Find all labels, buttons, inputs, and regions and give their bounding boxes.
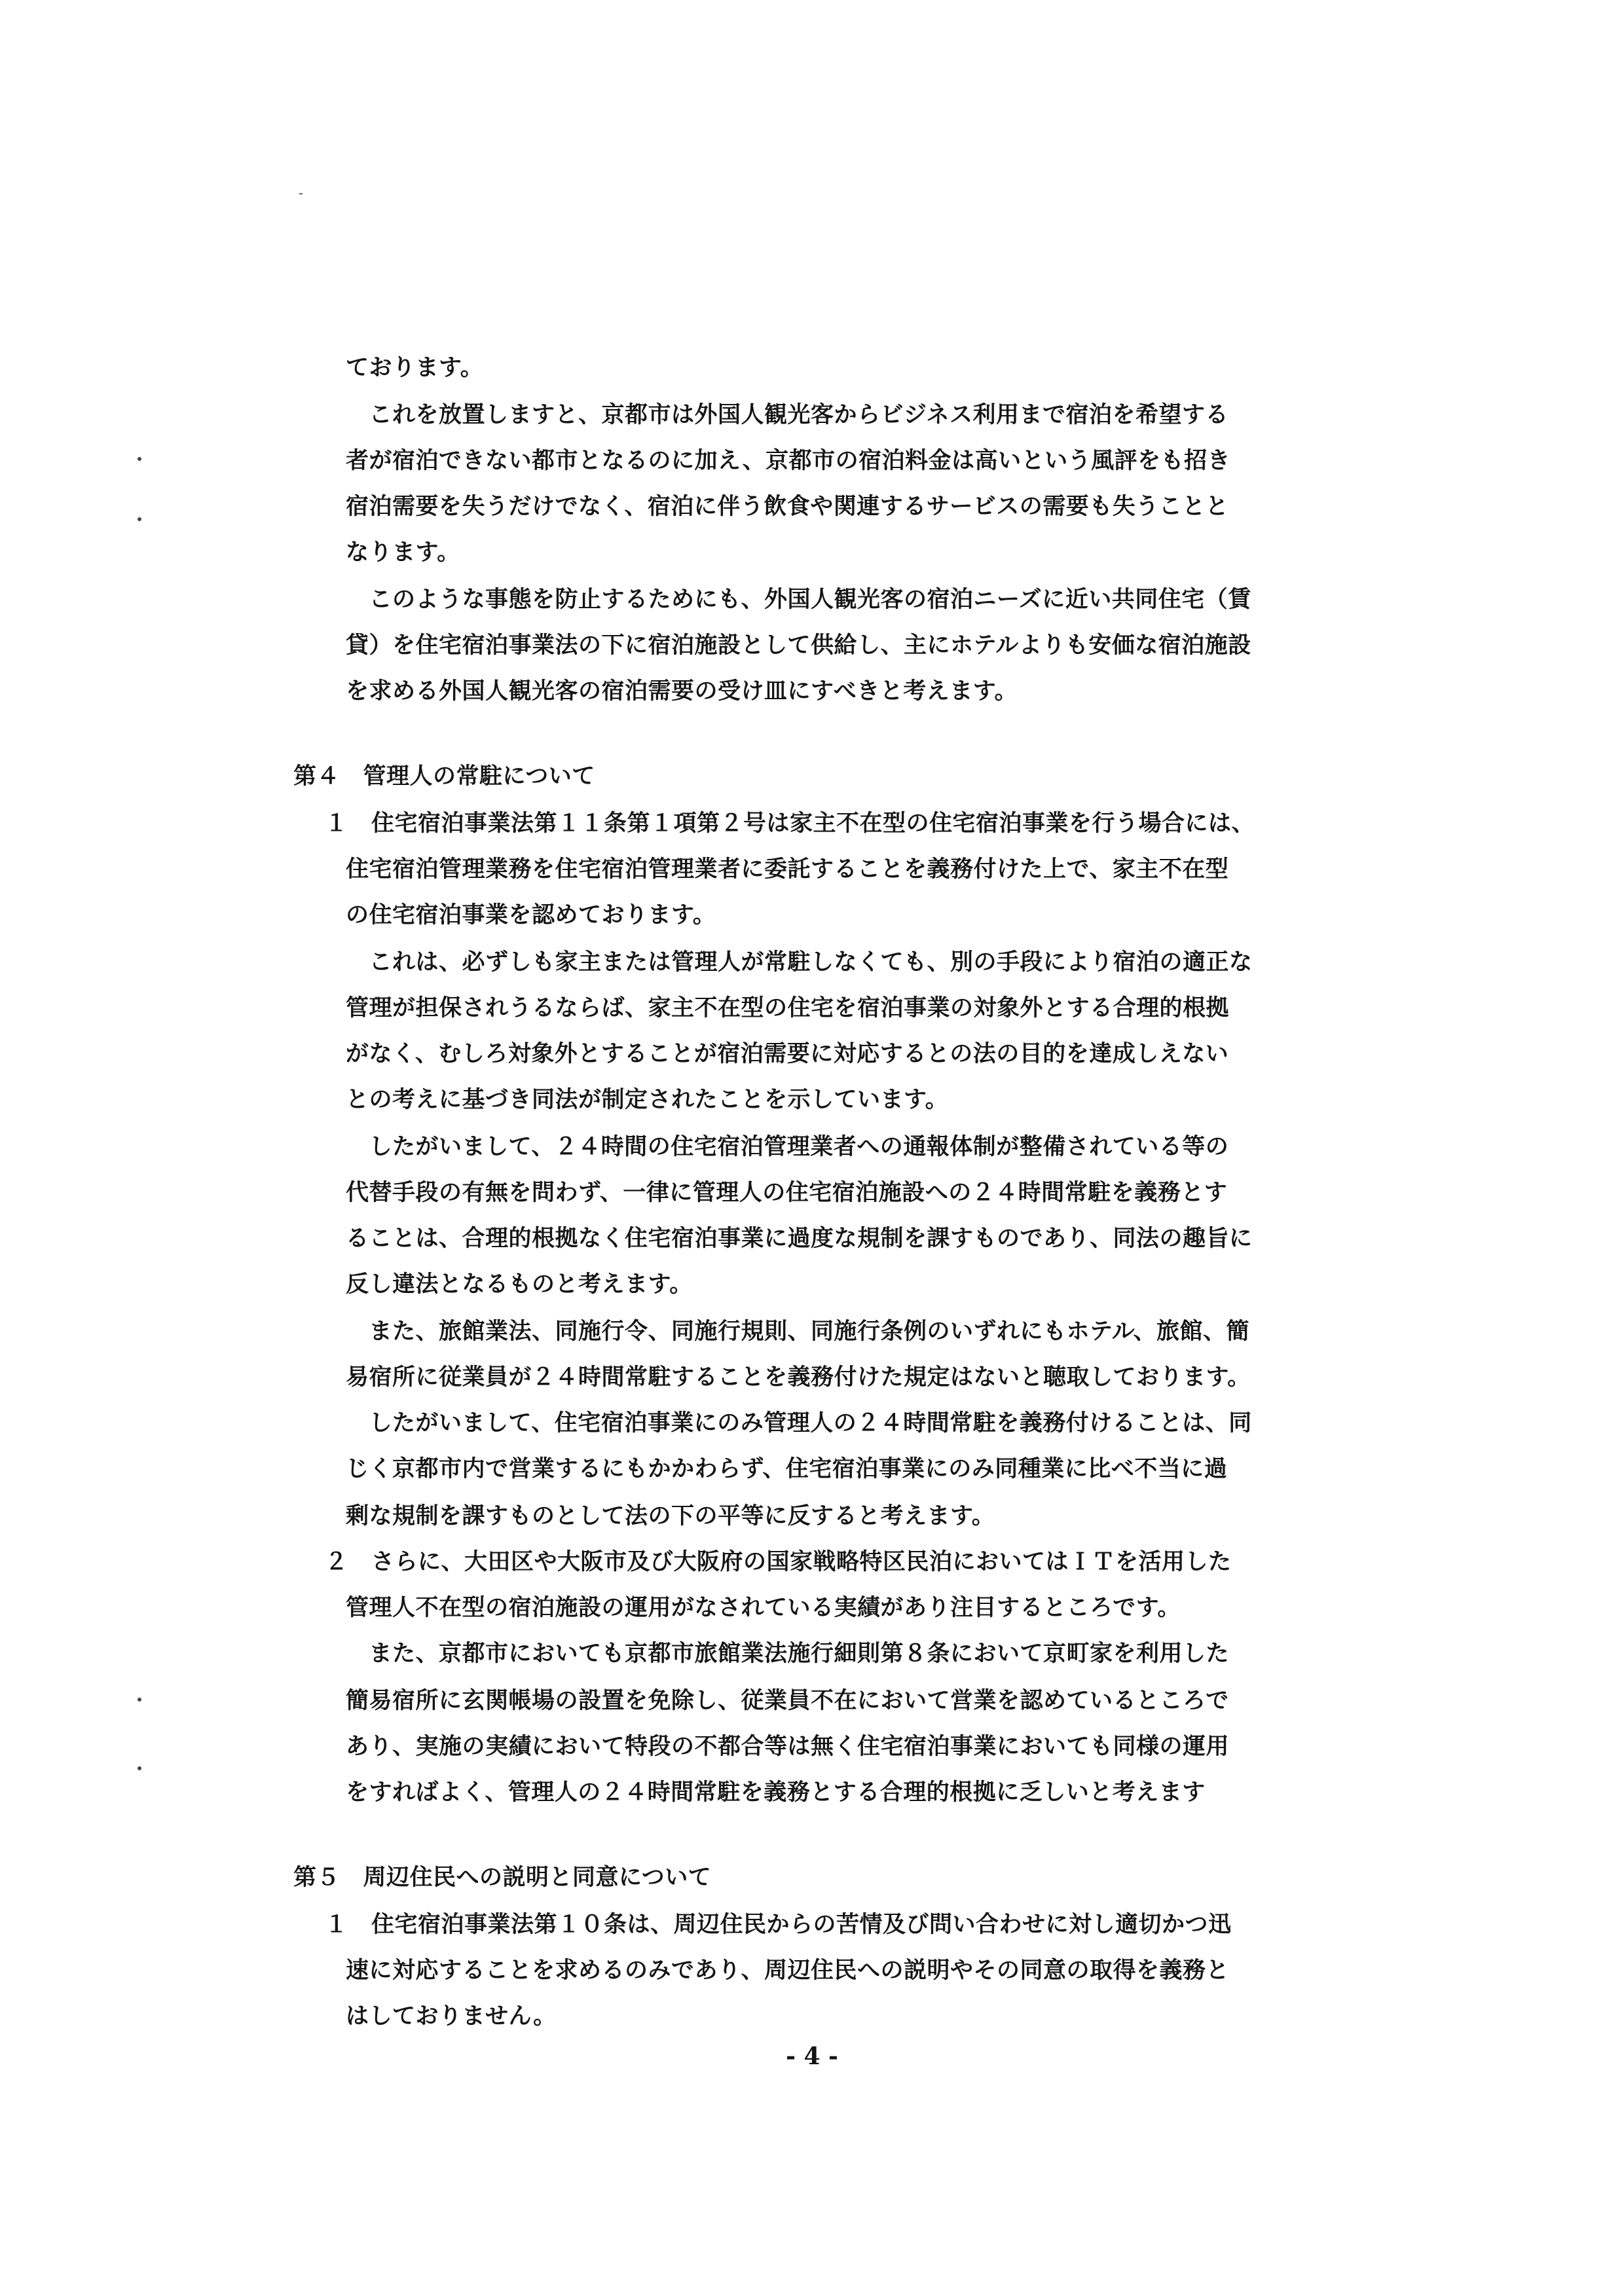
- text-line: 宿泊需要を失うだけでなく、宿泊に伴う飲食や関連するサービスの需要も失うことと: [346, 493, 1229, 520]
- text-line: がなく、むしろ対象外とすることが宿泊需要に対応するとの法の目的を達成しえない: [346, 1040, 1229, 1067]
- text-line: １ 住宅宿泊事業法第１０条は、周辺住民からの苦情及び問い合わせに対し適切かつ迅: [325, 1911, 1232, 1938]
- text-line: あり、実施の実績において特段の不都合等は無く住宅宿泊事業においても同様の運用: [346, 1733, 1230, 1760]
- text-line: ２ さらに、大田区や大阪市及び大阪府の国家戦略特区民泊においてはＩＴを活用した: [325, 1548, 1232, 1575]
- scan-mark: [138, 517, 141, 521]
- text-line: なります。: [346, 539, 460, 566]
- text-line: 貸）を住宅宿泊事業法の下に宿泊施設として供給し、主にホテルよりも安価な宿泊施設: [346, 632, 1251, 659]
- text-line: じく京都市内で営業するにもかかわらず、住宅宿泊事業にのみ同種業に比べ不当に過: [346, 1455, 1228, 1482]
- text-line: したがいまして、２４時間の住宅宿泊管理業者への通報体制が整備されている等の: [346, 1133, 1229, 1160]
- text-line: これを放置しますと、京都市は外国人観光客からビジネス利用まで宿泊を希望する: [346, 401, 1228, 428]
- text-line: このような事態を防止するためにも、外国人観光客の宿泊ニーズに近い共同住宅（賃: [346, 586, 1251, 613]
- section-heading-4: 第４ 管理人の常駐について: [293, 763, 595, 790]
- text-line: 住宅宿泊管理業務を住宅宿泊管理業者に委託することを義務付けた上で、家主不在型: [346, 856, 1229, 883]
- text-line: 剰な規制を課すものとして法の下の平等に反すると考えます。: [346, 1503, 995, 1529]
- section-heading-5: 第５ 周辺住民への説明と同意について: [293, 1864, 712, 1891]
- text-line: 簡易宿所に玄関帳場の設置を免除し、従業員不在において営業を認めているところで: [346, 1687, 1229, 1714]
- scan-mark: [138, 457, 141, 461]
- text-line: はしておりません。: [346, 2003, 557, 2030]
- text-line: また、京都市においても京都市旅館業法施行細則第８条において京町家を利用した: [346, 1640, 1230, 1667]
- text-line: 易宿所に従業員が２４時間常駐することを義務付けた規定はないと聴取しております。: [346, 1364, 1251, 1391]
- text-line: ることは、合理的根拠なく住宅宿泊事業に過度な規制を課すものであり、同法の趣旨に: [346, 1225, 1253, 1252]
- text-line: を求める外国人観光客の宿泊需要の受け皿にすべきと考えます。: [346, 678, 1018, 704]
- page-number: - 4 -: [786, 2043, 838, 2070]
- scan-mark: [299, 193, 303, 194]
- text-line: したがいまして、住宅宿泊事業にのみ管理人の２４時間常駐を義務付けることは、同: [346, 1410, 1252, 1436]
- text-line: の住宅宿泊事業を認めております。: [346, 902, 716, 928]
- text-line: 管理人不在型の宿泊施設の運用がなされている実績があり注目するところです。: [346, 1594, 1181, 1621]
- text-line: これは、必ずしも家主または管理人が常駐しなくても、別の手段により宿泊の適正な: [346, 949, 1253, 975]
- text-line: 管理が担保されうるならば、家主不在型の住宅を宿泊事業の対象外とする合理的根拠: [346, 994, 1230, 1021]
- text-line: また、旅館業法、同施行令、同施行規則、同施行条例のいずれにもホテル、旅館、簡: [346, 1318, 1249, 1345]
- text-line: との考えに基づき同法が制定されたことを示しています。: [346, 1086, 949, 1113]
- text-line: 代替手段の有無を問わず、一律に管理人の住宅宿泊施設への２４時間常駐を義務とす: [346, 1179, 1228, 1206]
- text-line: ております。: [346, 354, 484, 381]
- text-line: １ 住宅宿泊事業法第１１条第１項第２号は家主不在型の住宅宿泊事業を行う場合には、: [325, 810, 1255, 837]
- text-line: 反し違法となるものと考えます。: [346, 1271, 693, 1298]
- text-line: 速に対応することを求めるのみであり、周辺住民への説明やその同意の取得を義務と: [346, 1957, 1230, 1984]
- text-line: 者が宿泊できない都市となるのに加え、京都市の宿泊料金は高いという風評をも招き: [346, 447, 1231, 474]
- scan-mark: [138, 1766, 141, 1770]
- text-line: をすればよく、管理人の２４時間常駐を義務とする合理的根拠に乏しいと考えます: [346, 1779, 1206, 1806]
- scan-mark: [138, 1698, 141, 1702]
